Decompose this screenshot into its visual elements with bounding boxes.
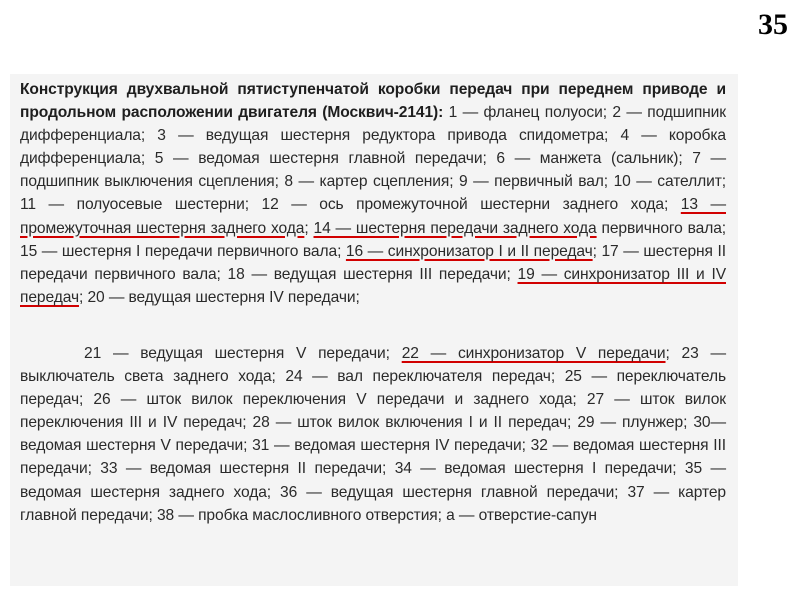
figure-caption-title: Конструкция двухвальной пятиступенчатой коробки передач при переднем приводе и продольном расположении двигателя (Москвич-2141): xyxy=(20,81,726,122)
highlighted-item-22: 22 — синхронизатор V передачи xyxy=(401,345,666,362)
legend-text: 21 — ведущая шестерня V передачи; xyxy=(84,345,402,362)
highlighted-item-19: 19 — синхронизатор III и IV передач xyxy=(20,265,726,306)
legend-text: ; 23 — выключатель света заднего хода; 24 — вал переключателя передач; 25 — переключатель передач; 26 — шток вилок переключения V передачи и заднего хода; 27 — шток вилок переключения III и IV передач; 28 — шток вилок включения I и II передач; 29 — плунжер; 30— ведомая шестерня V передачи; 31 — ведомая шестерня IV передачи; 32 — ведомая шестерня III передачи; 33 — ведомая шестерня II передачи; 34 — ведомая шестерня I передачи; 35 — ведомая шестерня заднего хода; 36 — ведущая шестерня главной передачи; 37 — картер главной передачи; 38 — пробка маслосливного отверстия; а — отверстие-сапун xyxy=(20,345,726,524)
highlighted-item-14: 14 — шестерня передачи заднего хода xyxy=(313,219,597,237)
legend-text: ; 20 — ведущая шестерня IV передачи; xyxy=(78,288,360,306)
legend-paragraph-1 xyxy=(20,78,726,309)
highlighted-item-13: 13 — промежуточная шестерня заднего хода xyxy=(20,196,726,237)
legend-paragraph-2 xyxy=(20,342,726,527)
legend-text: 1 — фланец полуоси; 2 — подшипник дифференциала; 3 — ведущая шестерня редуктора привода спидометра; 4 — коробка дифференциала; 5 — ведомая шестерня главной передачи; 6 — манжета (сальник); 7 — подшипник выключения сцепления; 8 — картер сцепления; 9 — первичный вал; 10 — сателлит; 11 — полуосевые шестерни; 12 — ось промежуточной шестерни заднего хода; xyxy=(20,104,727,214)
legend-text: ; 17 — шестерня II передачи первичного вала; 18 — ведущая шестерня III передачи; xyxy=(20,242,726,283)
page-number: 35 xyxy=(758,8,788,41)
legend-text: первичного вала; 15 — шестерня I передачи первичного вала; xyxy=(20,219,727,260)
legend-text: ; xyxy=(304,219,314,237)
highlighted-item-16: 16 — синхронизатор I и II передач xyxy=(345,242,593,260)
